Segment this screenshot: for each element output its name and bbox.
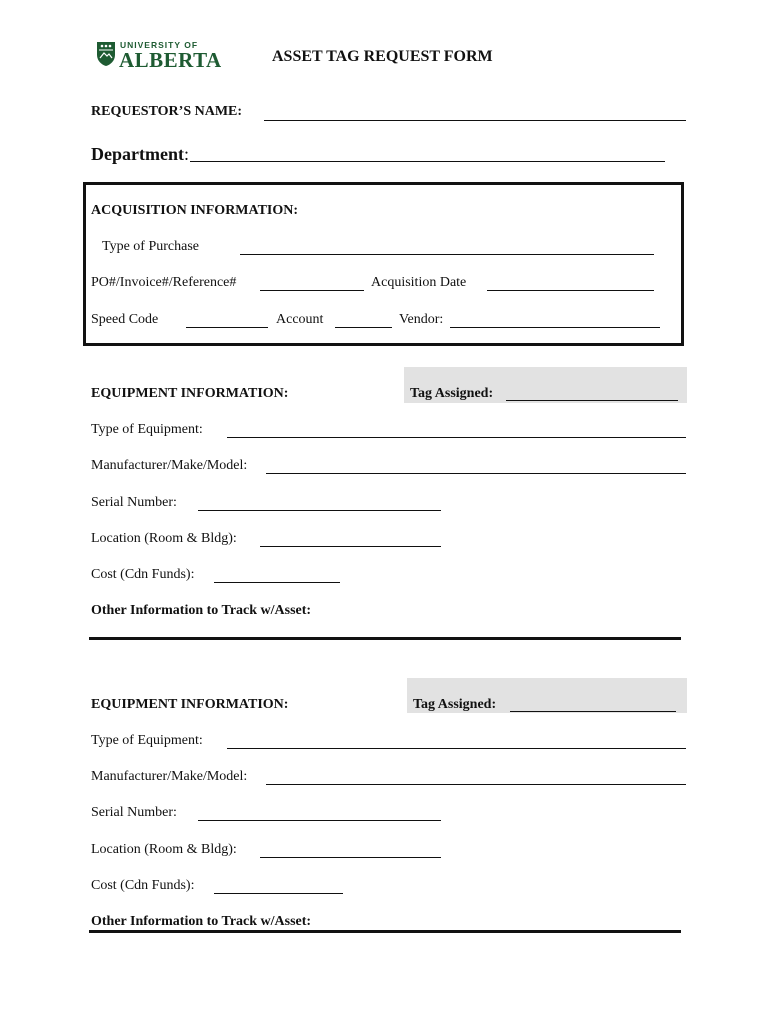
department-label-text: Department bbox=[91, 144, 184, 164]
manufacturer-field[interactable] bbox=[266, 784, 686, 785]
po-reference-field[interactable] bbox=[260, 290, 364, 291]
cost-label: Cost (Cdn Funds): bbox=[91, 567, 195, 582]
other-info-field[interactable] bbox=[89, 637, 681, 640]
acquisition-heading: ACQUISITION INFORMATION: bbox=[91, 203, 299, 218]
university-logo bbox=[96, 40, 222, 72]
location-label: Location (Room & Bldg): bbox=[91, 531, 237, 546]
tag-assigned-field[interactable] bbox=[506, 400, 678, 401]
account-field[interactable] bbox=[335, 327, 392, 328]
tag-assigned-label: Tag Assigned: bbox=[410, 386, 494, 401]
account-label: Account bbox=[276, 312, 324, 327]
requestor-name-field[interactable] bbox=[264, 120, 686, 121]
type-of-equipment-label: Type of Equipment: bbox=[91, 422, 203, 437]
vendor-field[interactable] bbox=[450, 327, 660, 328]
form-title: ASSET TAG REQUEST FORM bbox=[272, 48, 493, 65]
equipment-heading: EQUIPMENT INFORMATION: bbox=[91, 697, 289, 712]
manufacturer-label: Manufacturer/Make/Model: bbox=[91, 769, 248, 784]
department-label bbox=[91, 144, 189, 165]
vendor-label: Vendor: bbox=[399, 312, 444, 327]
other-info-label: Other Information to Track w/Asset: bbox=[91, 603, 312, 618]
type-of-purchase-field[interactable] bbox=[240, 254, 654, 255]
other-info-label: Other Information to Track w/Asset: bbox=[91, 914, 312, 929]
po-reference-label: PO#/Invoice#/Reference# bbox=[91, 275, 237, 290]
tag-assigned-label: Tag Assigned: bbox=[413, 697, 497, 712]
manufacturer-label: Manufacturer/Make/Model: bbox=[91, 458, 248, 473]
serial-number-label: Serial Number: bbox=[91, 805, 177, 820]
type-of-equipment-field[interactable] bbox=[227, 748, 686, 749]
acquisition-date-field[interactable] bbox=[487, 290, 654, 291]
type-of-equipment-field[interactable] bbox=[227, 437, 686, 438]
type-of-equipment-label: Type of Equipment: bbox=[91, 733, 203, 748]
manufacturer-field[interactable] bbox=[266, 473, 686, 474]
serial-number-field[interactable] bbox=[198, 820, 441, 821]
logo-top-text: UNIVERSITY OF bbox=[120, 40, 199, 50]
department-field[interactable] bbox=[190, 161, 665, 162]
other-info-field[interactable] bbox=[89, 930, 681, 933]
acquisition-date-label: Acquisition Date bbox=[371, 275, 467, 290]
speed-code-label: Speed Code bbox=[91, 312, 159, 327]
equipment-heading: EQUIPMENT INFORMATION: bbox=[91, 386, 289, 401]
cost-label: Cost (Cdn Funds): bbox=[91, 878, 195, 893]
logo-main-text: ALBERTA bbox=[119, 48, 222, 72]
department-colon: : bbox=[183, 144, 189, 164]
location-field[interactable] bbox=[260, 546, 441, 547]
location-label: Location (Room & Bldg): bbox=[91, 842, 237, 857]
serial-number-field[interactable] bbox=[198, 510, 441, 511]
location-field[interactable] bbox=[260, 857, 441, 858]
speed-code-field[interactable] bbox=[186, 327, 268, 328]
tag-assigned-field[interactable] bbox=[510, 711, 676, 712]
requestor-name-label: REQUESTOR’S NAME: bbox=[91, 104, 243, 119]
crest-icon bbox=[96, 41, 116, 67]
type-of-purchase-label: Type of Purchase bbox=[102, 239, 199, 254]
serial-number-label: Serial Number: bbox=[91, 495, 177, 510]
cost-field[interactable] bbox=[214, 582, 340, 583]
cost-field[interactable] bbox=[214, 893, 343, 894]
